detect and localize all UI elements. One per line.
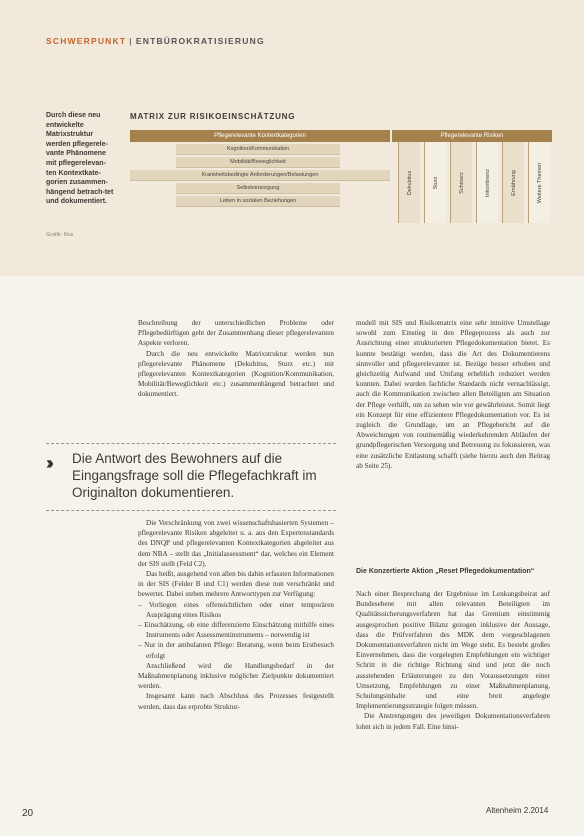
paragraph: Das heißt, ausgehend von allen bis dahin erfassten Informationen in der SIS (Felder B und C1) werden diese nun verschränkt und bewertet. Dabei stehen mehrere Antworttypen zur Verfügung:	[138, 570, 334, 599]
left-column-top	[138, 318, 334, 400]
bullet-list	[138, 600, 334, 661]
matrix-row: Selbstversorgung	[176, 183, 340, 194]
risk-column	[424, 142, 446, 223]
figure-source: Grafik: Illus	[46, 232, 74, 238]
section-separator: |	[129, 36, 133, 46]
matrix-row: Kognition/Kommunikation	[176, 144, 340, 155]
risk-column	[502, 142, 524, 223]
matrix-title: MATRIX ZUR RISIKOEINSCHÄTZUNG	[130, 112, 296, 121]
figure-caption: Durch diese neu entwickelte Matrixstruktur werden pflegerele-vante Phänomene mit pflegerelevan-ten Kontextkate-gorien zusammen-hängend betrach-tet und dokumentiert.	[46, 112, 114, 206]
risk-column	[528, 142, 550, 223]
divider	[46, 443, 336, 444]
risk-label: Sturz	[432, 176, 439, 189]
paragraph: modell mit SIS und Risikomatrix eine sehr intuitive Umstellage sowohl zum Einstieg in den Pflegeprozess als auch zur Ausrichtung einer strukturierten Pflegedokumentation bietet. Es konnte bestätigt werden, dass die Art des Dokumentierens sinnvoller und pflegerelevanter ist. Bezüge besser erhoben und gleichzeitig Aufwand und Umfang erheblich reduziert werden konnten. Dabei wurden fachliche Standards nicht vernachlässigt, auch die Kommunikation zwischen allen Beteiligten am Situation der Pflege verhilft, um zu sehen wie vor gewährleistet. Somit liegt ein Konzept für eine effizientere Pflegedokumentation vor. Es ist zugleich die Grundlage, um an Pflegebericht auf die Abweichungen von routinemäßig wiederkehrenden Abläufen der grundpflegerischen Versorgung und Betreuung zu fokussieren, was eine zusätzliche Entlastung schafft (siehe hierzu auch den Beitrag ab Seite 25).	[356, 319, 550, 470]
left-column-bottom	[138, 518, 334, 712]
risk-column	[398, 142, 420, 223]
quote-marker-icon: ››	[46, 453, 50, 473]
journal-name: Altenheim 2.2014	[486, 806, 549, 815]
right-column-top	[356, 318, 550, 471]
list-item: – Vorliegen eines offensichtlichen oder einer temporären Ausprägung eines Risikos	[138, 600, 334, 620]
risk-label: Ernährung	[510, 169, 517, 196]
section-label	[46, 36, 265, 46]
paragraph: Insgesamt kann nach Abschluss des Prozesses festgestellt werden, dass das erprobte Struktur-	[138, 692, 334, 711]
risk-label: Schmerz	[458, 171, 465, 194]
subheading: Die Konzertierte Aktion „Reset Pflegedokumentation“	[356, 568, 535, 575]
paragraph: Anschließend wird die Handlungsbedarf in der Maßnahmenplanung inklusive möglicher Zielpunkte dokumentiert werden.	[138, 661, 334, 691]
list-item: – Nur in der ambulanten Pflege: Beratung, wenn beim Erstbesuch erfolgt	[138, 640, 334, 660]
matrix-row: Leben in sozialen Beziehungen	[176, 196, 340, 207]
paragraph: Nach einer Besprechung der Ergebnisse im Lenkungsbeirat auf Bundesebene mit allen relevanten Beteiligten im Qualitätssicherungsverfahren hat das Gremium einstimmig ausgesprochen positive Bilanz gezogen inklusive der Aussage, dass die Prüfverfahren des MDK dem vorgeschlagenen Dokumentationsverfahren nicht im Wege steht. Es besteht großes Einvernehmen, dass die vorgelegten Empfehlungen ein wichtiger Schritt in die richtige Richtung sind und jetzt die noch ausstehenden Erläuterungen zu den Voraussetzungen einer Umsetzung, Empfehlungen zu einer Maßnahmenplanung, Schulungsinhalte und eine breit angelegte Implementierungsstrategie folgen müssen.	[356, 590, 550, 711]
divider	[46, 510, 336, 511]
paragraph: Die Verschränkung von zwei wissenschaftsbasierten Systemen – pflegerelevante Risiken abgeleitet u. a. aus den Expertenstandards des DNQP und pflegerelevanten Kontextkategorien abgeleitet aus dem NBA – stellt das „Initialassessment“ dar, welches ein Element der SIS stellt (Feld C2).	[138, 519, 334, 568]
paragraph: Durch die neu entwickelte Matrixstruktur werden nun pflegerelevante Phänomene (Dekubitus, Sturz etc.) mit pflegerelevanten Kontextkategorien (Kognition/Kommunikation, Mobilität/Beweglichkeit etc.) zusammenhängend betrachtet und dokumentiert.	[138, 349, 334, 399]
risk-label: Inkontinenz	[484, 168, 491, 197]
section-name: SCHWERPUNKT	[46, 36, 127, 46]
page-number: 20	[22, 808, 34, 819]
matrix-left-header: Pflegerelevante Kontextkategorien	[130, 130, 390, 142]
risk-column	[476, 142, 498, 223]
list-item: – Einschätzung, ob eine differenzierte Einschätzung mithilfe eines Instruments oder Assessmentinstruments – notwendig ist	[138, 620, 334, 640]
pullquote: Die Antwort des Bewohners auf die Eingangsfrage soll die Pflegefachkraft im Originalton dokumentieren.	[72, 451, 317, 500]
risk-column	[450, 142, 472, 223]
right-column-bottom	[356, 589, 550, 732]
paragraph: Die Anstrengungen des jeweiligen Dokumentationsverfahren lohnt sich in jedem Fall. Eine hinsi-	[356, 712, 550, 731]
matrix-right-header: Pflegerelevante Risiken	[392, 130, 552, 142]
matrix-row: Mobilität/Beweglichkeit	[176, 157, 340, 168]
section-topic: ENTBÜROKRATISIERUNG	[135, 36, 265, 46]
risk-label: Dekubitus	[406, 170, 413, 195]
paragraph: Beschreibung der unterschiedlichen Probleme oder Pflegebedürftigen geht der Zusammenhang dieser pflegerelevanten Aspekte verloren.	[138, 319, 334, 348]
matrix-row: Krankheitsbedingte Anforderungen/Belastungen	[130, 170, 390, 181]
risk-matrix	[130, 130, 552, 223]
risk-label: Weitere Themen	[536, 162, 543, 203]
